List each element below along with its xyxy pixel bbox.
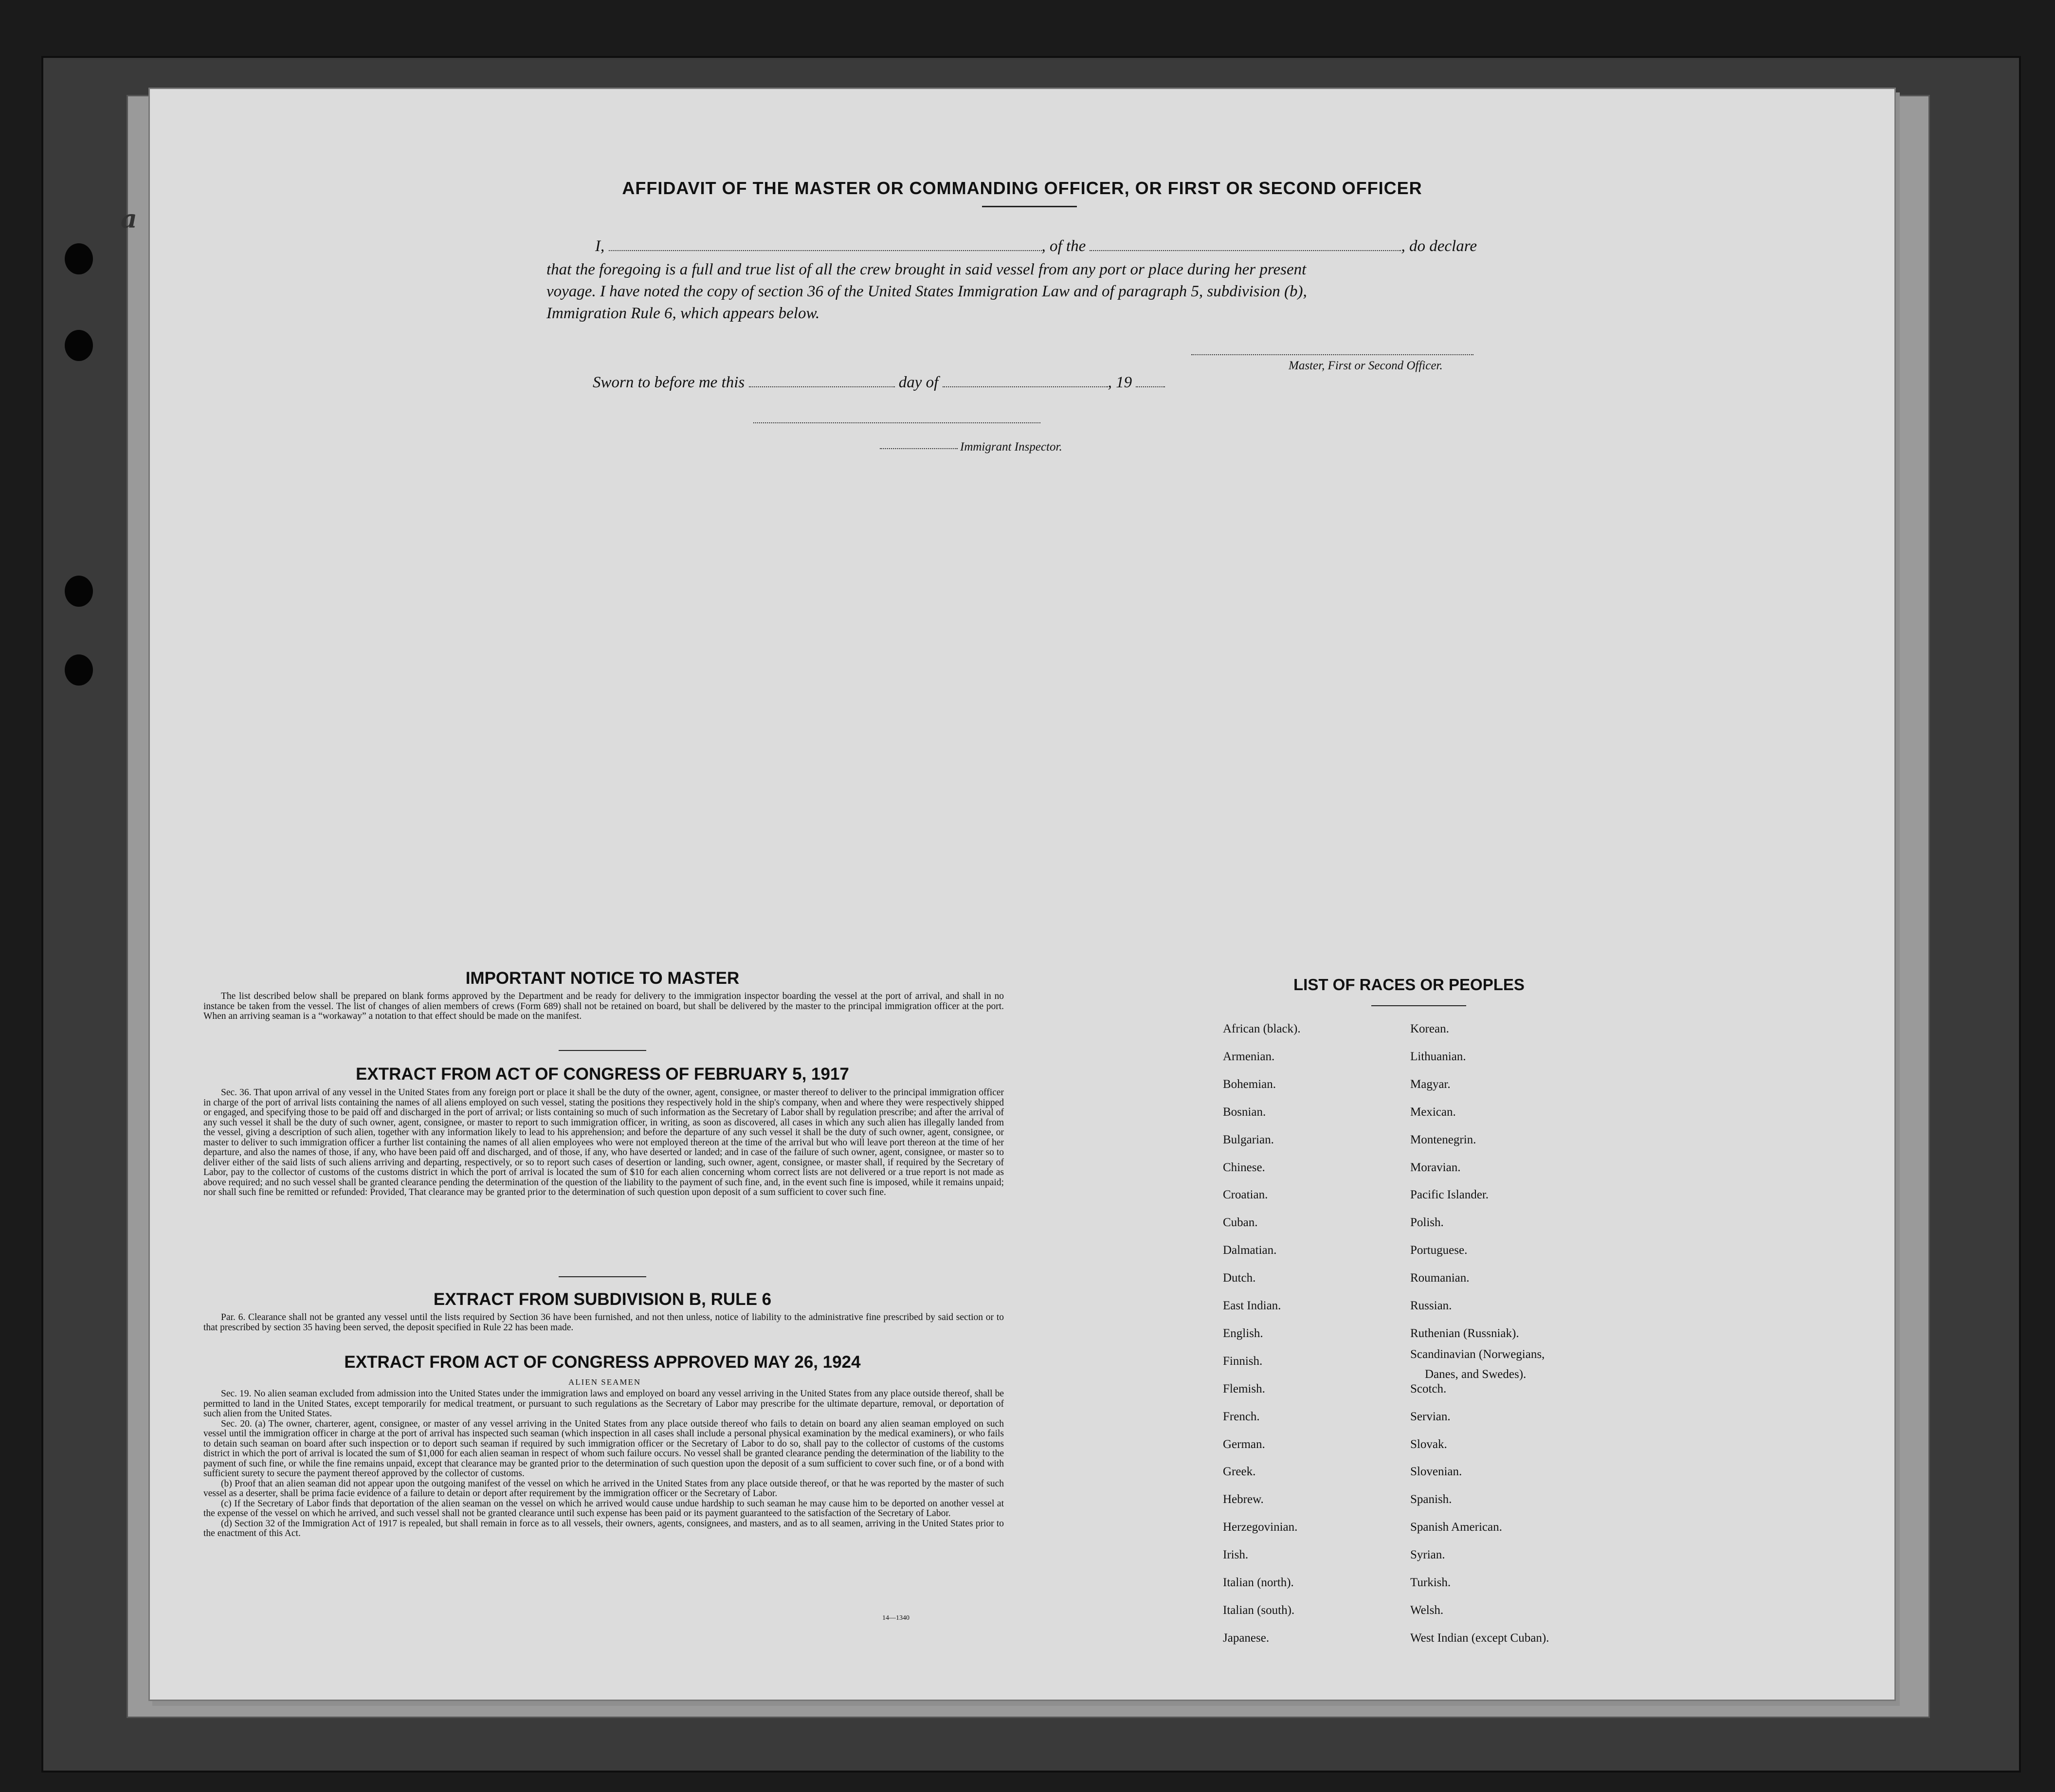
master-signature-label: Master, First or Second Officer.	[1289, 359, 1443, 372]
affidavit-line-4: Immigration Rule 6, which appears below.	[546, 305, 820, 322]
affidavit-title-rule	[982, 206, 1077, 207]
race-item: African (black).	[1223, 1022, 1301, 1035]
binder-hole-left-3	[65, 576, 93, 607]
race-item: Armenian.	[1223, 1050, 1275, 1063]
notice-rule	[559, 1050, 646, 1051]
race-item: Finnish.	[1223, 1354, 1263, 1368]
race-item: French.	[1223, 1410, 1260, 1423]
race-item: Welsh.	[1410, 1603, 1444, 1617]
race-item: Japanese.	[1223, 1631, 1270, 1645]
notice-body: The list described below shall be prepared on blank forms approved by the Department and be ready for delivery to the immigration inspector boarding the vessel at the port of arrival, and shall in no instance be taken from the vessel. The list of changes of alien members of crews (Form 689) shall not be retained on board, but shall be delivered by the master to the principal immigration officer at the port. When an arriving seaman is a “workaway” a notation to that effect should be made on the manifest.	[203, 991, 1004, 1021]
sworn-line: Sworn to before me this day of , 19	[593, 371, 1165, 394]
race-item: Irish.	[1223, 1548, 1249, 1562]
race-item: Moravian.	[1410, 1160, 1461, 1174]
act-1924-sec19: Sec. 19. No alien seaman excluded from admission into the United States under the immigration laws and employed on board any vessel arriving in the United States from any place outside thereof, shall be permitted to land in the United States, except temporarily for medical treatment, or pursuant to such regulations as the Secretary of Labor may prescribe for the ultimate departure, removal, or deportation of such alien from the United States.	[203, 1389, 1004, 1419]
race-item: East Indian.	[1223, 1299, 1281, 1312]
binder-hole-left-2	[65, 330, 93, 361]
rule-6-title: EXTRACT FROM SUBDIVISION B, RULE 6	[433, 1290, 772, 1309]
form-page	[148, 88, 1896, 1701]
extract-1917-title: EXTRACT FROM ACT OF CONGRESS OF FEBRUARY 5, 1917	[356, 1065, 849, 1084]
sworn-day-field[interactable]	[749, 372, 895, 387]
race-item: Servian.	[1410, 1410, 1451, 1423]
race-item: Slovenian.	[1410, 1465, 1462, 1479]
sworn-year-field[interactable]	[1136, 372, 1165, 387]
race-item: Magyar.	[1410, 1077, 1451, 1091]
affidavit-line-2: that the foregoing is a full and true list of all the crew brought in said vessel from any port or place during her present	[546, 261, 1307, 278]
race-item: Polish.	[1410, 1216, 1444, 1230]
race-item: Cuban.	[1223, 1216, 1258, 1230]
act-1924-body	[203, 1389, 1004, 1539]
act-1924-sec20a: Sec. 20. (a) The owner, charterer, agent, consignee, or master of any vessel arriving in the United States from any place outside thereof who fails to detain on board any alien seaman employed on such vessel until the immigration officer in charge at the port of arrival has inspected such seaman (which inspection in all cases shall include a personal physical examination by the medical examiners), or who fails to detain such seaman on board after such inspection or to deport such seaman if required by such immigration officer or the Secretary of Labor to do so, shall pay to the collector of customs of the customs district in which the port of arrival is located the sum of $1,000 for each alien seaman in respect of whom such failure occurs. No vessel shall be granted clearance pending the determination of the liability to the payment of such fine, or while the fine remains unpaid, except that clearance may be granted prior to the determination of such question upon the deposit of a sum sufficient to cover such fine, or of a bond with sufficient surety to secure the payment thereof approved by the collector of customs.	[203, 1418, 1004, 1479]
act-1924-sec20b: (b) Proof that an alien seaman did not appear upon the outgoing manifest of the vessel on which he arrived in the United States from any place outside thereof, or that he was reported by the master of such vessel as a deserter, shall be prima facie evidence of a failure to detain or deport after requirement by the immigration officer or the Secretary of Labor.	[203, 1478, 1004, 1499]
race-item: Bulgarian.	[1223, 1133, 1274, 1146]
races-title-rule	[1371, 1005, 1466, 1006]
race-item: Italian (north).	[1223, 1576, 1294, 1589]
race-item: German.	[1223, 1437, 1265, 1451]
race-item: Italian (south).	[1223, 1603, 1295, 1617]
rule-6-body: Par. 6. Clearance shall not be granted any vessel until the lists required by Section 36 have been furnished, and not then unless, notice of liability to the administrative fine prescribed by said section or to that prescribed by section 35 having been served, the deposit specified in Rule 22 has been made.	[203, 1312, 1004, 1333]
race-item: Chinese.	[1223, 1160, 1265, 1174]
act-1924-title: EXTRACT FROM ACT OF CONGRESS APPROVED MAY 26, 1924	[344, 1353, 861, 1372]
margin-mark-a: a	[121, 204, 137, 234]
declarant-name-field[interactable]	[609, 235, 1042, 251]
race-item: Mexican.	[1410, 1105, 1456, 1119]
extract-1917-rule	[559, 1276, 646, 1277]
inspector-signature-label: Immigrant Inspector.	[960, 440, 1062, 453]
binder-hole-left-1	[65, 243, 93, 274]
race-item: Scotch.	[1410, 1382, 1447, 1395]
race-item: Roumanian.	[1410, 1271, 1470, 1285]
race-item: Ruthenian (Russniak).	[1410, 1326, 1519, 1340]
race-item: Danes, and Swedes).	[1425, 1367, 1527, 1381]
master-signature-line[interactable]	[1191, 354, 1473, 355]
act-1924-sec20d: (d) Section 32 of the Immigration Act of 1917 is repealed, but shall remain in force as to all vessels, their owners, agents, consignees, and masters, and as to all seamen, arriving in the United States prior to the enactment of this Act.	[203, 1518, 1004, 1539]
race-item: Scandinavian (Norwegians,	[1410, 1347, 1545, 1361]
vessel-name-field[interactable]	[1090, 235, 1401, 251]
alien-seamen-subtitle: ALIEN SEAMEN	[568, 1377, 641, 1387]
race-item: West Indian (except Cuban).	[1410, 1631, 1549, 1645]
sworn-month-field[interactable]	[943, 372, 1108, 387]
race-item: Spanish.	[1410, 1493, 1452, 1506]
extract-1917-body: Sec. 36. That upon arrival of any vessel in the United States from any foreign port or place it shall be the duty of the owner, agent, consignee, or master thereof to deliver to the principal immigration officer in charge of the port of arrival lists containing the names of all aliens employed on such vessel, stating the positions they respectively hold in the ship's company, when and where they were respectively shipped or engaged, and specifying those to be paid off and discharged in the port of arrival; or lists containing so much of such information as the Secretary of Labor shall by regulation prescribe; and after the arrival of any such vessel it shall be the duty of such owner, agent, consignee, or master to report to such immigration officer, in writing, as soon as discovered, all cases in which any such alien has illegally landed from the vessel, giving a description of such alien, together with any information likely to lead to his apprehension; and before the departure of any such vessel it shall be the duty of such owner, agent, consignee, or master to deliver to such immigration officer a further list containing the names of all alien employees who were not employed thereon at the time of the arrival but who will leave port thereon at the time of her departure, and also the names of those, if any, who have been paid off and discharged, and of those, if any, who have deserted or landed; and in case of the failure of such owner, agent, consignee, or master so to deliver either of the said lists of such aliens arriving and departing, respectively, or so to report such cases of desertion or landing, such owner, agent, consignee, or master shall, if required by the Secretary of Labor, pay to the collector of customs of the customs district in which the port of arrival is located the sum of $10 for each alien concerning whom correct lists are not delivered or a true report is not made as above required; and no such vessel shall be granted clearance pending the determination of the question of the liability to the payment of such fine, and, in the event such fine is imposed, while it remains unpaid; nor shall such fine be remitted or refunded: Provided, That clearance may be granted prior to the determination of such question upon deposit of a sum sufficient to cover such fine.	[203, 1087, 1004, 1197]
binder-hole-left-4	[65, 654, 93, 686]
affidavit-line-1: I, , of the , do declare	[595, 235, 1477, 257]
race-item: Syrian.	[1410, 1548, 1445, 1562]
race-item: Slovak.	[1410, 1437, 1447, 1451]
race-item: Bohemian.	[1223, 1077, 1276, 1091]
races-title: LIST OF RACES OR PEOPLES	[1293, 976, 1525, 994]
race-item: Dutch.	[1223, 1271, 1256, 1285]
affidavit-title: AFFIDAVIT OF THE MASTER OR COMMANDING OFFICER, OR FIRST OR SECOND OFFICER	[622, 178, 1422, 198]
race-item: Flemish.	[1223, 1382, 1265, 1395]
race-item: Bosnian.	[1223, 1105, 1266, 1119]
race-item: Herzegovinian.	[1223, 1520, 1298, 1534]
race-item: Lithuanian.	[1410, 1050, 1466, 1063]
race-item: Dalmatian.	[1223, 1244, 1277, 1257]
race-item: English.	[1223, 1326, 1263, 1340]
race-item: Montenegrin.	[1410, 1133, 1476, 1146]
race-item: Portuguese.	[1410, 1244, 1468, 1257]
race-item: Greek.	[1223, 1465, 1256, 1479]
form-code: 14—1340	[882, 1614, 909, 1622]
race-item: Russian.	[1410, 1299, 1452, 1312]
race-item: Korean.	[1410, 1022, 1449, 1035]
notice-title: IMPORTANT NOTICE TO MASTER	[465, 969, 740, 988]
act-1924-sec20c: (c) If the Secretary of Labor finds that deportation of the alien seaman on the vessel on which he arrived would cause undue hardship to such seaman he may cause him to be deported on another vessel at the expense of the vessel on which he arrived, and such vessel shall not be granted clearance until such expense has been paid or its payment guaranteed to the satisfaction of the Secretary of Labor.	[203, 1498, 1004, 1519]
race-item: Croatian.	[1223, 1188, 1268, 1202]
race-item: Turkish.	[1410, 1576, 1451, 1589]
affidavit-line-3: voyage. I have noted the copy of section 36 of the United States Immigration Law and of paragraph 5, subdivision (b),	[546, 283, 1307, 300]
race-item: Pacific Islander.	[1410, 1188, 1489, 1202]
inspector-signature-line-2[interactable]	[880, 448, 958, 449]
inspector-signature-line[interactable]	[753, 422, 1040, 423]
race-item: Hebrew.	[1223, 1493, 1264, 1506]
race-item: Spanish American.	[1410, 1520, 1502, 1534]
